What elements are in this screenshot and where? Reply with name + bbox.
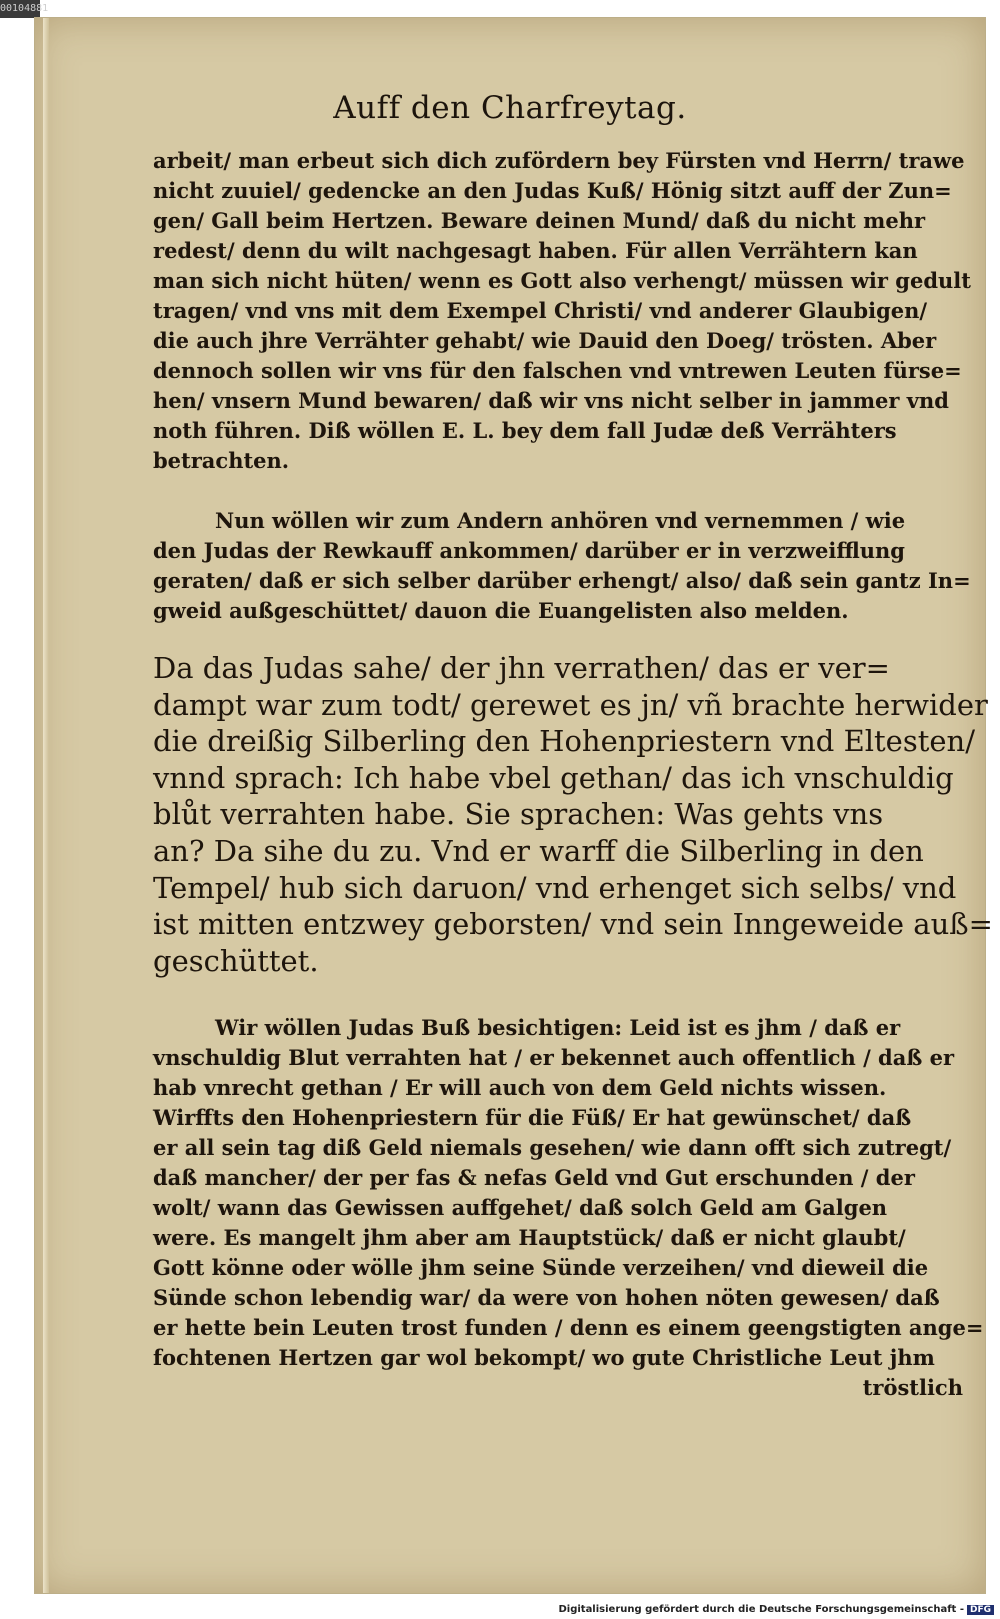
text-line: vnnd sprach: Ich habe vbel gethan/ das ich vnschuldig (153, 760, 954, 795)
text-line: die auch jhre Verrähter gehabt/ wie Dauid den Doeg/ trösten. Aber (153, 328, 937, 353)
text-line: gen/ Gall beim Hertzen. Beware deinen Mund/ daß du nicht mehr (153, 208, 926, 233)
text-line: betrachten. (153, 448, 290, 473)
text-line: gweid außgeschüttet/ dauon die Euangelisten also melden. (153, 598, 849, 623)
text-line: redest/ denn du wilt nachgesagt haben. Für allen Verrähtern kan (153, 238, 918, 263)
text-line: er all sein tag diß Geld niemals gesehen/ wie dann offt sich zutregt/ (153, 1135, 952, 1160)
text-line: noth führen. Diß wöllen E. L. bey dem fall Judæ deß Verrähters (153, 418, 897, 443)
text-line: arbeit/ man erbeut sich dich zufördern bey Fürsten vnd Herrn/ trawe (153, 148, 965, 173)
text-line: geschüttet. (153, 943, 319, 978)
text-line: ist mitten entzwey geborsten/ vnd sein Inngeweide auß= (153, 907, 993, 942)
text-line: Nun wöllen wir zum Andern anhören vnd vernemmen / wie (215, 508, 906, 533)
credit-text: Digitalisierung gefördert durch die Deutsche Forschungsgemeinschaft - (558, 1604, 964, 1615)
text-line: Da das Judas sahe/ der jhn verrathen/ das er ver= (153, 651, 890, 685)
text-line: geraten/ daß er sich selber darüber erhengt/ also/ daß sein gantz In= (153, 568, 971, 593)
paragraph-1 (153, 146, 971, 476)
text-line: an? Da sihe du zu. Vnd er warff die Silberling in den (153, 833, 924, 868)
text-line: blůt verrahten habe. Sie sprachen: Was gehts vns (153, 797, 884, 832)
catchword: tröstlich (862, 1375, 963, 1400)
text-line: man sich nicht hüten/ wenn es Gott also verhengt/ müssen wir gedult (153, 268, 971, 293)
digitization-credit (558, 1604, 994, 1615)
text-line: er hette bein Leuten trost funden / denn es einem geengstigten ange= (153, 1315, 984, 1340)
text-line: hab vnrecht gethan / Er will auch von dem Geld nichts wissen. (153, 1075, 887, 1100)
text-line: Wirffts den Hohenpriestern für die Füß/ Er hat gewünschet/ daß (153, 1105, 912, 1130)
text-line: vnschuldig Blut verrahten hat / er bekennet auch offentlich / daß er (153, 1045, 955, 1070)
text-line: dennoch sollen wir vns für den falschen vnd vntrewen Leuten fürse= (153, 358, 962, 383)
text-line: nicht zuuiel/ gedencke an den Judas Kuß/ Hönig sitzt auff der Zun= (153, 178, 952, 203)
text-line: Sünde schon lebendig war/ da were von hohen nöten gewesen/ daß (153, 1285, 940, 1310)
paragraph-2 (153, 506, 971, 626)
text-line: dampt war zum todt/ gerewet es jn/ vñ brachte herwider (153, 687, 988, 722)
text-line: die dreißig Silberling den Hohenpriestern vnd Eltesten/ (153, 724, 975, 759)
dfg-logo: DFG (967, 1605, 994, 1615)
text-line: den Judas der Rewkauff ankommen/ darüber er in verzweifflung (153, 538, 905, 563)
paragraph-4 (153, 1013, 984, 1403)
text-line: Tempel/ hub sich daruon/ vnd erhenget sich selbs/ vnd (153, 870, 957, 905)
text-line: fochtenen Hertzen gar wol bekompt/ wo gute Christliche Leut jhm (153, 1345, 935, 1370)
text-line: tragen/ vnd vns mit dem Exempel Christi/ vnd anderer Glaubigen/ (153, 298, 928, 323)
running-header: Auff den Charfreytag. (333, 90, 687, 126)
text-line: wolt/ wann das Gewissen auffgehet/ daß solch Geld am Galgen (153, 1195, 888, 1220)
text-line: Gott könne oder wölle jhm seine Sünde verzeihen/ vnd dieweil die (153, 1255, 929, 1280)
book-page (34, 17, 993, 1594)
text-line: were. Es mangelt jhm aber am Hauptstück/ daß er nicht glaubt/ (153, 1225, 906, 1250)
text-line: hen/ vnsern Mund bewaren/ daß wir vns nicht selber in jammer vnd (153, 388, 949, 413)
text-line: daß mancher/ der per fas & nefas Geld vnd Gut erschunden / der (153, 1165, 915, 1190)
text-line: Wir wöllen Judas Buß besichtigen: Leid ist es jhm / daß er (215, 1015, 901, 1040)
scripture-quote (153, 650, 993, 979)
scan-id-label: 00104881 (0, 0, 40, 18)
